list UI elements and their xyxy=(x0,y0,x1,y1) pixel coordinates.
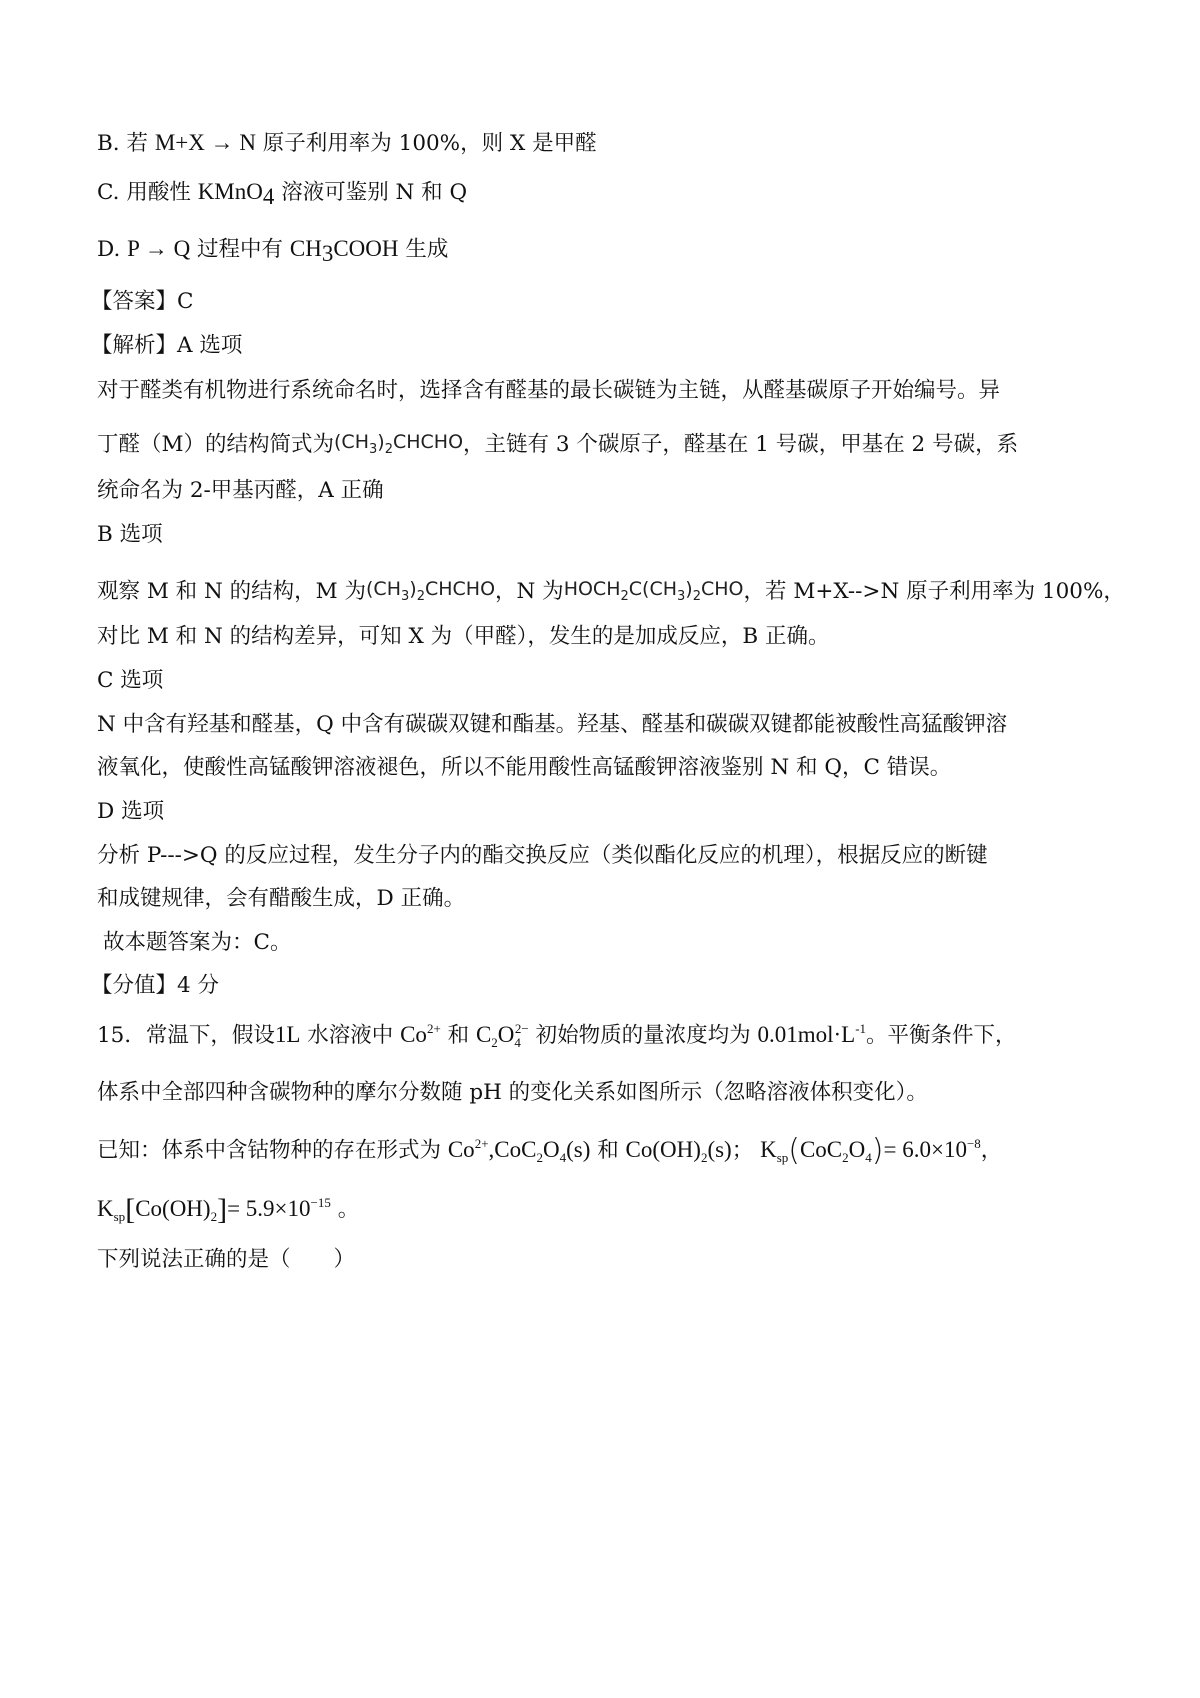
paragraph-b-text-mid: ，N 为 xyxy=(495,579,564,604)
paragraph-b-line-1 xyxy=(97,574,1125,607)
conclusion-line: 故本题答案为：C。 xyxy=(103,930,292,955)
q15-line-4: $K_{sp}[Co(OH)_2]= 5.9\times 10^{-15}$ 。 xyxy=(97,1193,360,1226)
ksp-coc2o4-expression: $K_{sp}(CoC_2O_4)= 6.0\times 10^{-8}$ xyxy=(760,1133,981,1168)
answer-line: 【答案】C xyxy=(91,289,194,314)
paragraph-a-text: 丁醛（M）的结构简式为 xyxy=(97,432,335,457)
option-b xyxy=(97,128,597,159)
analysis-heading: 【解析】A 选项 xyxy=(91,333,243,358)
paragraph-a-line-3: 统命名为 2-甲基丙醛，A 正确 xyxy=(97,478,384,503)
paragraph-b-line-2: 对比 M 和 N 的结构差异，可知 X 为（甲醛），发生的是加成反应，B 正确。 xyxy=(97,624,830,649)
acetic-acid-formula-rest: COOH xyxy=(333,236,399,261)
cobalt-species-formula: $Co^{2+},CoC_2O_4(s)$ xyxy=(447,1136,591,1165)
option-d-prefix: D. xyxy=(97,237,128,262)
d-heading: D 选项 xyxy=(97,799,165,824)
option-d xyxy=(97,234,448,265)
volume-value: 1L xyxy=(274,1022,301,1047)
b-heading: B 选项 xyxy=(97,522,163,547)
paragraph-d-line-1: 分析 P--->Q 的反应过程，发生分子内的酯交换反应（类似酯化反应的机理），根据反应的断键 xyxy=(97,843,988,868)
ksp-cooh2-expression: $K_{sp}[Co(OH)_2]= 5.9\times 10^{-15}$ xyxy=(97,1193,331,1226)
oxalate-ion-formula: $C_2O_4^{2-}$ xyxy=(475,1021,529,1050)
p-to-q-formula: P → Q xyxy=(127,236,191,261)
c-heading: C 选项 xyxy=(97,668,164,693)
reaction-formula: M+X → N xyxy=(154,130,256,155)
paragraph-a-line-1: 对于醛类有机物进行系统命名时，选择含有醛基的最长碳链为主链，从醛基碳原子开始编号。异 xyxy=(97,378,1001,403)
option-b-text: 原子利用率为 100%，则 X 是甲醛 xyxy=(255,131,597,156)
q15-known-text: 已知：体系中含钴物种的存在形式为 xyxy=(97,1138,448,1163)
structure-n-formula: $HOCH_2C(CH_3)_2CHO$ xyxy=(563,578,744,604)
q15-line-2: 体系中全部四种含碳物种的摩尔分数随 pH 的变化关系如图所示（忽略溶液体积变化）。 xyxy=(97,1080,928,1105)
q15-line-1: 15．常温下，假设1L 水溶液中 $Co^{2+}$ 和 $C_2O_4^{2-}$ 初始物质的量浓度均为 $0.01mol\cdot L^{-1}$。平衡条件下， xyxy=(97,1021,1017,1050)
option-d-suffix: 生成 xyxy=(398,237,449,262)
option-c xyxy=(97,177,467,208)
concentration-value: $0.01mol\cdot L^{-1}$ xyxy=(757,1021,867,1047)
kmno4-formula: KMnO xyxy=(197,179,263,204)
formula-subscript: 4 xyxy=(262,184,275,209)
cobalt-hydroxide-formula: $Co(OH)_2(s)$ xyxy=(625,1137,732,1165)
paragraph-c-line-2: 液氧化，使酸性高锰酸钾溶液褪色，所以不能用酸性高锰酸钾溶液鉴别 N 和 Q，C 错误。 xyxy=(97,755,952,780)
paragraph-a-line-2 xyxy=(97,427,1018,460)
q15-number: 15．常温下，假设 xyxy=(97,1023,275,1048)
formula-subscript: 3 xyxy=(321,241,334,266)
q15-question: 下列说法正确的是（ ） xyxy=(97,1247,356,1272)
paragraph-d-line-2: 和成键规律，会有醋酸生成，D 正确。 xyxy=(97,886,466,911)
structure-m-formula: $(CH_3)_2CHCHO$ xyxy=(366,578,496,604)
option-b-prefix: B. 若 xyxy=(97,131,155,156)
q15-line-3: 已知：体系中含钴物种的存在形式为 $Co^{2+},CoC_2O_4(s)$ 和 $Co(OH)_2(s)$； $K_{sp}(CoC_2O_4)= 6.0\times 10^{-8}$， xyxy=(97,1133,1003,1168)
acetic-acid-formula: CH xyxy=(289,236,322,261)
paragraph-b-text-rest: ，若 M+X-->N 原子利用率为 100%， xyxy=(743,579,1125,604)
option-c-prefix: C. 用酸性 xyxy=(97,180,198,205)
option-c-text: 溶液可鉴别 N 和 Q xyxy=(274,180,468,205)
structure-m-formula: $(CH_3)_2CHCHO$ xyxy=(334,431,464,457)
co-ion-formula: $Co^{2+}$ xyxy=(400,1021,441,1047)
paragraph-b-text: 观察 M 和 N 的结构，M 为 xyxy=(97,579,367,604)
paragraph-a-text-rest: ，主链有 3 个碳原子，醛基在 1 号碳，甲基在 2 号碳，系 xyxy=(463,432,1019,457)
option-d-text: 过程中有 xyxy=(190,237,290,262)
score-line: 【分值】4 分 xyxy=(91,973,220,998)
paragraph-c-line-1: N 中含有羟基和醛基，Q 中含有碳碳双键和酯基。羟基、醛基和碳碳双键都能被酸性高猛酸钾溶 xyxy=(97,712,1008,737)
